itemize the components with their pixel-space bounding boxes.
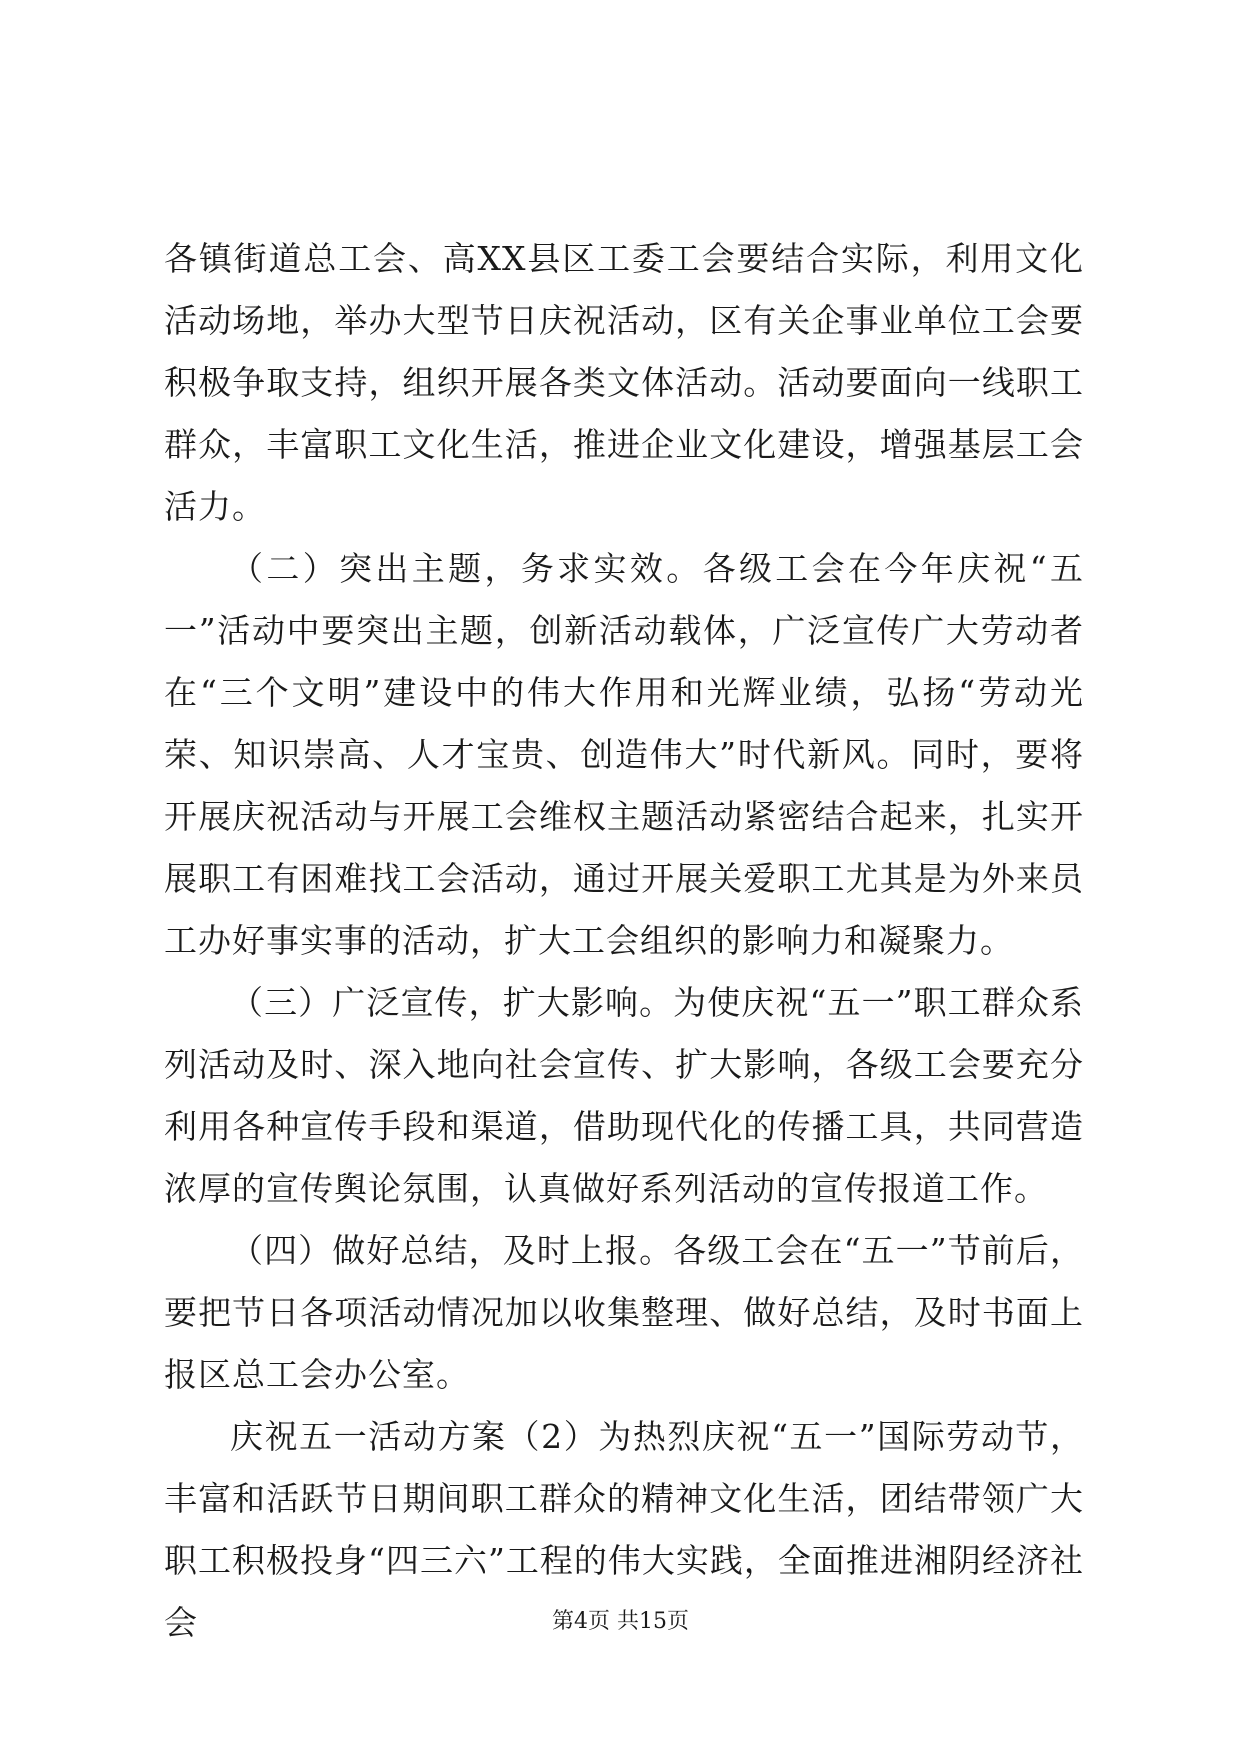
page-number-label: 第4页 共15页 [552,1609,689,1634]
paragraph-3: （三）广泛宣传，扩大影响。为使庆祝“五一”职工群众系列活动及时、深入地向社会宣传、扩大影响，各级工会要充分利用各种宣传手段和渠道，借助现代化的传播工具，共同营造浓厚的宣传舆论氛围，认真做好系列活动的宣传报道工作。 [164,983,1084,1208]
page-footer [0,1607,1241,1637]
paragraph-5: 庆祝五一活动方案（2）为热烈庆祝“五一”国际劳动节，丰富和活跃节日期间职工群众的精神文化生活，团结带领广大职工积极投身“四三六”工程的伟大实践，全面推进湘阴经济社会 [164,1417,1084,1642]
paragraph-4: （四）做好总结，及时上报。各级工会在“五一”节前后，要把节日各项活动情况加以收集整理、做好总结，及时书面上报区总工会办公室。 [164,1231,1084,1394]
paragraph-2: （二）突出主题，务求实效。各级工会在今年庆祝“五一”活动中要突出主题，创新活动载体，广泛宣传广大劳动者在“三个文明”建设中的伟大作用和光辉业绩，弘扬“劳动光荣、知识崇高、人才宝贵、创造伟大”时代新风。同时，要将开展庆祝活动与开展工会维权主题活动紧密结合起来，扎实开展职工有困难找工会活动，通过开展关爱职工尤其是为外来员工办好事实事的活动，扩大工会组织的影响力和凝聚力。 [164,549,1084,960]
document-body [164,228,1084,1654]
paragraph-1: 各镇街道总工会、高XX县区工委工会要结合实际，利用文化活动场地，举办大型节日庆祝活动，区有关企事业单位工会要积极争取支持，组织开展各类文体活动。活动要面向一线职工群众，丰富职工文化生活，推进企业文化建设，增强基层工会活力。 [164,239,1084,526]
